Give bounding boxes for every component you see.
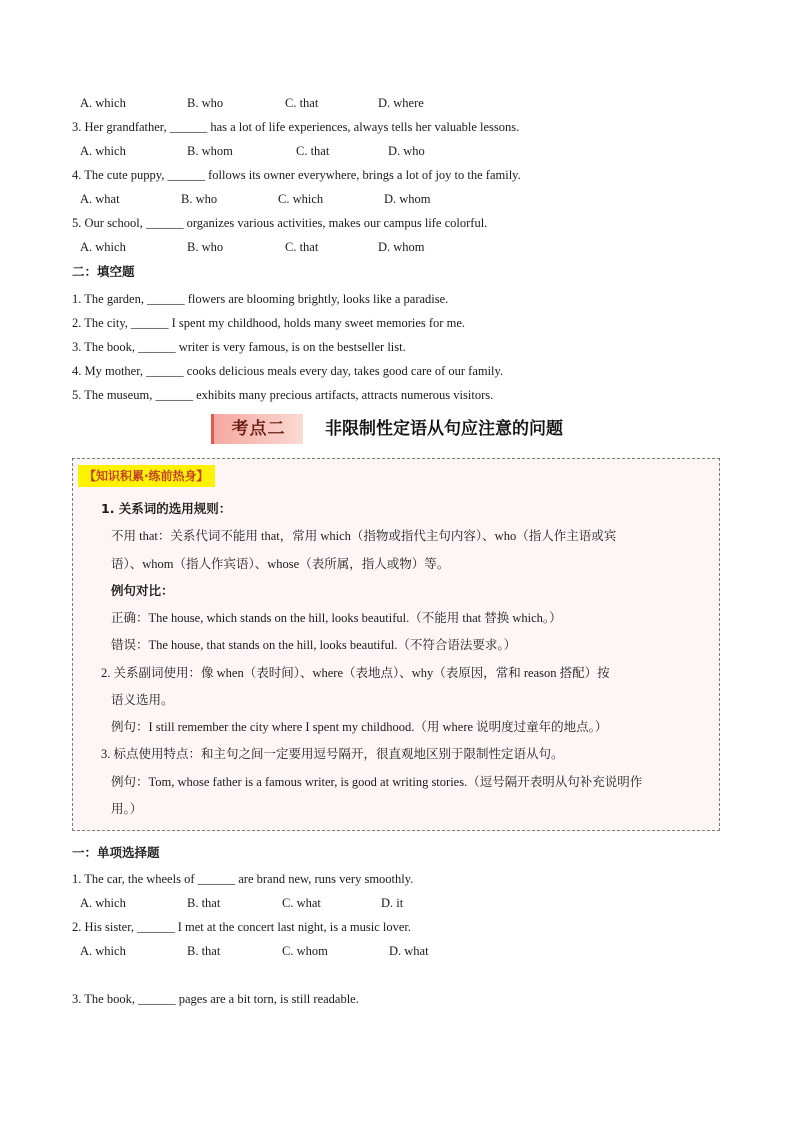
option-c: C. which: [278, 192, 324, 206]
topic-label: 考点二: [231, 419, 286, 439]
fill-item: 3. The book, ______ writer is very famous, is on the bestseller list.: [72, 340, 406, 354]
rule-1-line-1: 不用 that：关系代词不能用 that，常用 which（指物或指代主句内容）、who（指人作主语或宾: [111, 529, 617, 543]
option-b: B. who: [181, 192, 218, 206]
option-b: B. that: [187, 896, 221, 910]
wrong-example: 错误：The house, that stands on the hill, looks beautiful.（不符合语法要求。）: [111, 638, 517, 652]
option-b: B. that: [187, 944, 221, 958]
option-a: A. which: [80, 96, 126, 110]
question-text: 5. Our school, ______ organizes various activities, makes our campus life colorful.: [72, 216, 488, 230]
fill-item: 5. The museum, ______ exhibits many precious artifacts, attracts numerous visitors.: [72, 388, 494, 402]
option-b: B. who: [187, 96, 224, 110]
option-c: C. whom: [282, 944, 328, 958]
topic-banner: [211, 414, 303, 444]
section-heading: 二：填空题: [72, 264, 135, 279]
rule-2-example: 例句：I still remember the city where I spent my childhood.（用 where 说明度过童年的地点。）: [111, 720, 608, 734]
rule-3-line: 3. 标点使用特点：和主句之间一定要用逗号隔开，很直观地区别于限制性定语从句。: [101, 747, 564, 761]
example-title: 例句对比：: [111, 583, 174, 598]
option-a: A. which: [80, 240, 126, 254]
option-b: B. whom: [187, 144, 233, 158]
fill-item: 2. The city, ______ I spent my childhood, holds many sweet memories for me.: [72, 316, 465, 330]
option-d: D. what: [389, 944, 429, 958]
option-d: D. who: [388, 144, 425, 158]
option-d: D. it: [381, 896, 404, 910]
option-a: A. which: [80, 144, 126, 158]
option-c: C. that: [285, 240, 319, 254]
option-d: D. whom: [384, 192, 431, 206]
question-text: 2. His sister, ______ I met at the concert last night, is a music lover.: [72, 920, 412, 934]
rule-2-line-1: 2. 关系副词使用：像 when（表时间）、where（表地点）、why（表原因，常和 reason 搭配）按: [101, 666, 610, 680]
section-heading: 一：单项选择题: [72, 845, 160, 860]
rule-3-example-1: 例句：Tom, whose father is a famous writer, is good at writing stories.（逗号隔开表明从句补充说明作: [111, 775, 643, 789]
option-d: D. whom: [378, 240, 425, 254]
option-a: A. which: [80, 944, 126, 958]
option-c: C. that: [285, 96, 319, 110]
fill-item: 4. My mother, ______ cooks delicious meals every day, takes good care of our family.: [72, 364, 504, 378]
knowledge-tag: 【知识积累·练前热身】: [78, 465, 215, 487]
rule-3-example-2: 用。）: [111, 802, 143, 816]
rule-2-line-2: 语义选用。: [111, 693, 174, 707]
option-a: A. which: [80, 896, 126, 910]
question-text: 3. The book, ______ pages are a bit torn, is still readable.: [72, 992, 359, 1006]
question-text: 1. The car, the wheels of ______ are brand new, runs very smoothly.: [72, 872, 414, 886]
option-c: C. what: [282, 896, 321, 910]
question-text: 3. Her grandfather, ______ has a lot of life experiences, always tells her valuable lessons.: [72, 120, 520, 134]
rule-1-line-2: 语）、whom（指人作宾语）、whose（表所属，指人或物）等。: [111, 557, 450, 571]
option-a: A. what: [80, 192, 120, 206]
option-c: C. that: [296, 144, 330, 158]
correct-example: 正确：The house, which stands on the hill, looks beautiful.（不能用 that 替换 which。）: [111, 611, 562, 625]
topic-title: 非限制性定语从句应注意的问题: [325, 419, 563, 439]
question-text: 4. The cute puppy, ______ follows its owner everywhere, brings a lot of joy to the family.: [72, 168, 521, 182]
option-d: D. where: [378, 96, 424, 110]
option-b: B. who: [187, 240, 224, 254]
rule-1-title: 1. 关系词的选用规则：: [101, 501, 232, 516]
fill-item: 1. The garden, ______ flowers are blooming brightly, looks like a paradise.: [72, 292, 449, 306]
